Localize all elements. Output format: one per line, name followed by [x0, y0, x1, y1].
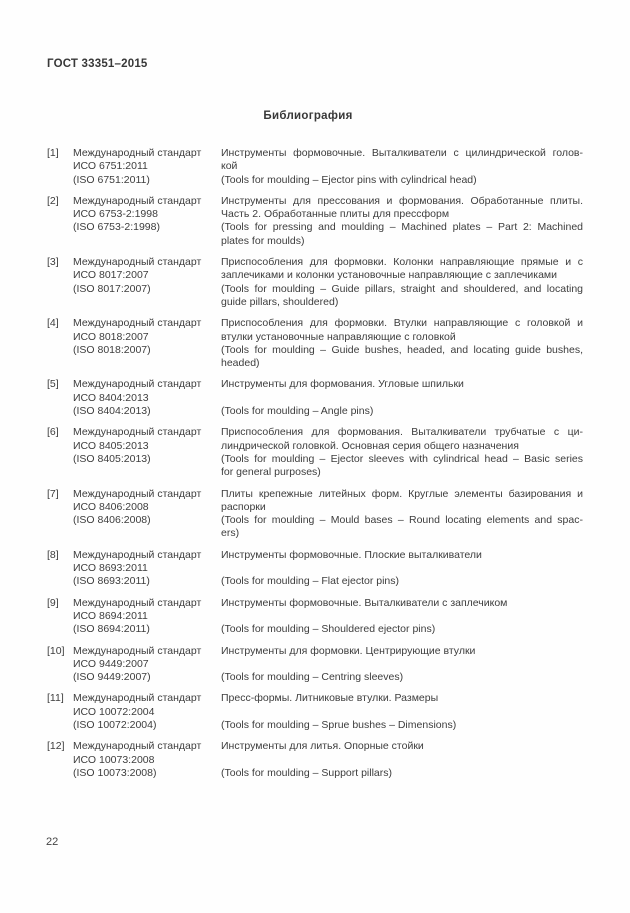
text-line: ИСО 8017:2007	[73, 269, 149, 282]
text-line: Приспособления для формовки. Втулки направляющие с головкой и	[221, 317, 583, 330]
text-line: Пресс-формы. Литниковые втулки. Размеры	[221, 692, 439, 705]
text-line: ИСО 8405:2013	[73, 439, 149, 452]
bibliography-entry	[47, 549, 583, 589]
standard-code-ru-line	[73, 754, 221, 767]
text-line: Международный стандарт	[73, 378, 202, 391]
entry-standard	[73, 740, 221, 780]
standard-code-ru-line	[73, 706, 221, 719]
page-title: Библиография	[263, 110, 353, 122]
entry-number: [5]	[47, 378, 59, 391]
bibliography-entry	[47, 740, 583, 780]
text-line: (Tools for moulding – Guide pillars, straight and shouldered, and locating	[221, 282, 583, 295]
entry-standard	[73, 147, 221, 187]
standard-org-line	[73, 378, 221, 391]
standard-code-en-line	[73, 174, 221, 187]
description-english	[221, 575, 583, 588]
text-line: (Tools for moulding – Ejector pins with cylindrical head)	[221, 173, 477, 186]
text-line: for general purposes)	[221, 466, 321, 479]
text-line: (ISO 8017:2007)	[73, 282, 151, 295]
text-line: (Tools for moulding – Shouldered ejector pins)	[221, 623, 436, 636]
entry-description	[221, 645, 583, 685]
text-line: Международный стандарт	[73, 487, 202, 500]
text-line: (ISO 6753-2:1998)	[73, 221, 160, 234]
standard-code-ru-line	[73, 160, 221, 173]
standard-code-en-line	[73, 221, 221, 234]
entry-standard	[73, 378, 221, 418]
description-russian	[221, 426, 583, 453]
entry-number: [12]	[47, 740, 65, 753]
description-russian	[221, 549, 583, 576]
bibliography-entry	[47, 195, 583, 248]
entry-standard	[73, 597, 221, 637]
entry-standard	[73, 317, 221, 370]
standard-org-line	[73, 549, 221, 562]
document-header: ГОСТ 33351–2015	[47, 58, 148, 70]
entry-standard	[73, 549, 221, 589]
text-line: Международный стандарт	[73, 256, 202, 269]
description-russian	[221, 378, 583, 405]
entry-description	[221, 426, 583, 479]
text-line: ИСО 8694:2011	[73, 609, 148, 622]
standard-code-en-line	[73, 283, 221, 296]
text-line: Международный стандарт	[73, 426, 202, 439]
standard-code-en-line	[73, 344, 221, 357]
entry-number: [3]	[47, 256, 59, 269]
entry-number: [2]	[47, 194, 59, 207]
standard-code-en-line	[73, 405, 221, 418]
standard-org-line	[73, 488, 221, 501]
standard-code-ru-line	[73, 331, 221, 344]
standard-code-ru-line	[73, 269, 221, 282]
bibliography-entry	[47, 378, 583, 418]
text-line: (ISO 10073:2008)	[73, 766, 157, 779]
text-line: Инструменты для формовки. Центрирующие втулки	[221, 644, 476, 657]
standard-code-ru-line	[73, 562, 221, 575]
description-english	[221, 405, 583, 418]
standard-code-en-line	[73, 514, 221, 527]
entry-number: [6]	[47, 426, 59, 439]
description-english	[221, 453, 583, 480]
text-line: Международный стандарт	[73, 147, 202, 159]
standard-code-ru-line	[73, 392, 221, 405]
entry-description	[221, 488, 583, 541]
text-line: (ISO 10072:2004)	[73, 718, 157, 731]
text-line: (Tools for moulding – Angle pins)	[221, 405, 374, 418]
standard-code-en-line	[73, 453, 221, 466]
text-line: Международный стандарт	[73, 740, 202, 753]
description-english	[221, 174, 583, 187]
text-line: ИСО 10072:2004	[73, 705, 155, 718]
entry-number: [10]	[47, 644, 65, 657]
text-line: Международный стандарт	[73, 596, 202, 609]
standard-org-line	[73, 692, 221, 705]
entry-standard	[73, 256, 221, 309]
text-line: ИСО 8406:2008	[73, 500, 149, 513]
text-line: (ISO 8405:2013)	[73, 452, 151, 465]
text-line: Инструменты для формования. Угловые шпильки	[221, 378, 464, 391]
standard-org-line	[73, 645, 221, 658]
entry-standard	[73, 195, 221, 248]
entry-description	[221, 692, 583, 732]
description-russian	[221, 597, 583, 624]
bibliography-entry	[47, 488, 583, 541]
description-english	[221, 767, 583, 780]
text-line: (ISO 6751:2011)	[73, 173, 150, 186]
text-line: ИСО 9449:2007	[73, 657, 149, 670]
description-english	[221, 514, 583, 541]
text-line: Международный стандарт	[73, 644, 202, 657]
standard-code-en-line	[73, 767, 221, 780]
description-russian	[221, 256, 583, 283]
text-line: (ISO 8018:2007)	[73, 343, 151, 356]
standard-org-line	[73, 256, 221, 269]
entry-description	[221, 378, 583, 418]
description-russian	[221, 692, 583, 719]
text-line: (Tools for moulding – Mould bases – Round locating elements and spac-	[221, 514, 583, 527]
text-line: plates for moulds)	[221, 234, 305, 247]
standard-org-line	[73, 426, 221, 439]
entry-standard	[73, 426, 221, 479]
text-line: распорки	[221, 500, 266, 513]
text-line: Инструменты для прессования и формования. Обработанные плиты.	[221, 194, 583, 207]
text-line: Международный стандарт	[73, 548, 202, 561]
page-number: 22	[46, 836, 59, 848]
text-line: guide pillars, shouldered)	[221, 295, 339, 308]
text-line: Международный стандарт	[73, 692, 202, 705]
standard-code-ru-line	[73, 208, 221, 221]
text-line: ИСО 6753-2:1998	[73, 208, 158, 221]
text-line: (Tools for moulding – Support pillars)	[221, 766, 392, 779]
description-russian	[221, 147, 583, 174]
standard-code-en-line	[73, 671, 221, 684]
description-english	[221, 719, 583, 732]
description-russian	[221, 645, 583, 672]
text-line: кой	[221, 160, 238, 173]
standard-code-en-line	[73, 623, 221, 636]
bibliography-list	[47, 147, 583, 788]
entry-description	[221, 549, 583, 589]
standard-org-line	[73, 147, 221, 160]
text-line: Приспособления для формования. Выталкиватели трубчатые с ци-	[221, 426, 583, 439]
entry-description	[221, 147, 583, 187]
bibliography-entry	[47, 645, 583, 685]
text-line: ИСО 8018:2007	[73, 330, 149, 343]
standard-code-en-line	[73, 575, 221, 588]
text-line: (Tools for moulding – Flat ejector pins)	[221, 575, 399, 588]
description-russian	[221, 740, 583, 767]
entry-standard	[73, 645, 221, 685]
entry-number: [8]	[47, 548, 59, 561]
text-line: ИСО 10073:2008	[73, 753, 155, 766]
text-line: Инструменты формовочные. Выталкиватели с цилиндрической голов-	[221, 147, 583, 159]
bibliography-entry	[47, 256, 583, 309]
entry-number: [4]	[47, 317, 59, 330]
text-line: (Tools for pressing and moulding – Machined plates – Part 2: Machined	[221, 221, 583, 234]
text-line: (Tools for moulding – Ejector sleeves with cylindrical head – Basic series	[221, 452, 583, 465]
standard-code-ru-line	[73, 440, 221, 453]
entry-number: [11]	[47, 692, 64, 705]
standard-org-line	[73, 195, 221, 208]
bibliography-entry	[47, 317, 583, 370]
text-line: Часть 2. Обработанные плиты для прессформ	[221, 208, 450, 221]
bibliography-entry	[47, 597, 583, 637]
standard-code-ru-line	[73, 658, 221, 671]
entry-number: [7]	[47, 487, 59, 500]
entry-description	[221, 195, 583, 248]
description-english	[221, 283, 583, 310]
text-line: втулки установочные направляющие с головкой	[221, 330, 456, 343]
text-line: Инструменты формовочные. Выталкиватели с заплечиком	[221, 596, 508, 609]
text-line: ИСО 8404:2013	[73, 391, 149, 404]
text-line: Инструменты формовочные. Плоские выталкиватели	[221, 548, 482, 561]
text-line: Международный стандарт	[73, 194, 202, 207]
text-line: Международный стандарт	[73, 317, 202, 330]
standard-code-en-line	[73, 719, 221, 732]
text-line: ИСО 6751:2011	[73, 160, 148, 173]
description-english	[221, 221, 583, 248]
text-line: (ISO 8693:2011)	[73, 575, 150, 588]
text-line: линдрической головкой. Основная серия общего назначения	[221, 439, 519, 452]
text-line: (Tools for moulding – Sprue bushes – Dimensions)	[221, 718, 457, 731]
text-line: ers)	[221, 527, 240, 540]
description-russian	[221, 195, 583, 222]
bibliography-entry	[47, 426, 583, 479]
entry-description	[221, 317, 583, 370]
standard-code-ru-line	[73, 610, 221, 623]
entry-standard	[73, 692, 221, 732]
bibliography-entry	[47, 692, 583, 732]
description-english	[221, 671, 583, 684]
text-line: (ISO 9449:2007)	[73, 671, 151, 684]
standard-org-line	[73, 597, 221, 610]
description-russian	[221, 488, 583, 515]
text-line: Инструменты для литья. Опорные стойки	[221, 740, 424, 753]
text-line: Плиты крепежные литейных форм. Круглые элементы базирования и	[221, 487, 583, 500]
entry-description	[221, 740, 583, 780]
entry-description	[221, 256, 583, 309]
text-line: (ISO 8406:2008)	[73, 514, 151, 527]
text-line: ИСО 8693:2011	[73, 562, 148, 575]
text-line: (Tools for moulding – Centring sleeves)	[221, 671, 404, 684]
text-line: (ISO 8694:2011)	[73, 623, 150, 636]
standard-org-line	[73, 740, 221, 753]
bibliography-entry	[47, 147, 583, 187]
entry-number: [9]	[47, 596, 59, 609]
text-line: headed)	[221, 357, 260, 370]
standard-org-line	[73, 317, 221, 330]
entry-number: [1]	[47, 147, 59, 159]
entry-description	[221, 597, 583, 637]
entry-standard	[73, 488, 221, 541]
text-line: заплечиками и колонки установочные направляющие с заплечиками	[221, 269, 558, 282]
description-english	[221, 344, 583, 371]
text-line: (Tools for moulding – Guide bushes, headed, and locating guide bushes,	[221, 343, 583, 356]
text-line: Приспособления для формовки. Колонки направляющие прямые и с	[221, 256, 583, 269]
text-line: (ISO 8404:2013)	[73, 405, 151, 418]
description-russian	[221, 317, 583, 344]
standard-code-ru-line	[73, 501, 221, 514]
description-english	[221, 623, 583, 636]
